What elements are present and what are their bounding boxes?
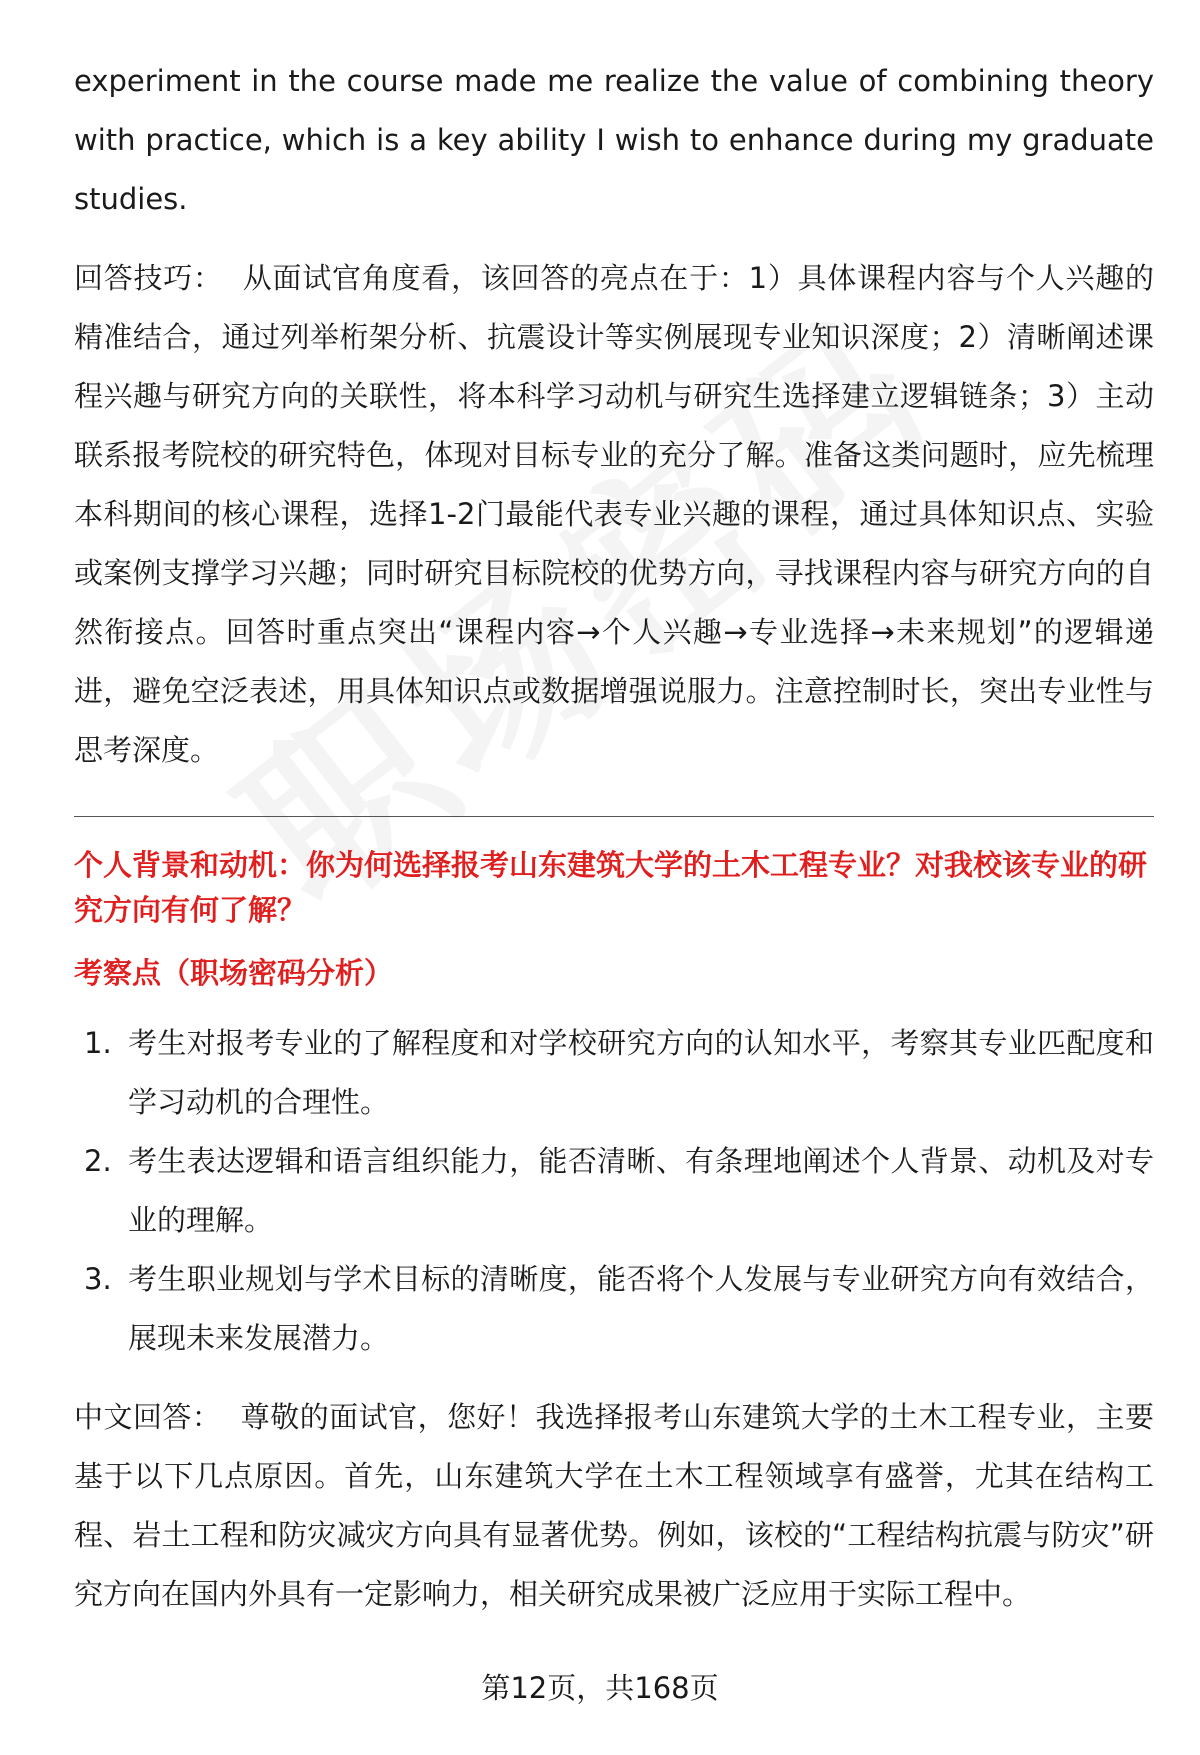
chinese-answer-paragraph — [74, 1388, 1154, 1624]
answer-tips-paragraph — [74, 249, 1154, 780]
tip-text: 从面试官角度看，该回答的亮点在于：1）具体课程内容与个人兴趣的精准结合，通过列举桁架分析、抗震设计等实例展现专业知识深度；2）清晰阐述课程兴趣与研究方向的关联性，将本科学习动机与研究生选择建立逻辑链条；3）主动联系报考院校的研究特色，体现对目标专业的充分了解。准备这类问题时，应先梳理本科期间的核心课程，选择1-2门最能代表专业兴趣的课程，通过具体知识点、实验或案例支撑学习兴趣；同时研究目标院校的优势方向，寻找课程内容与研究方向的自然衔接点。回答时重点突出“课程内容→个人兴趣→专业选择→未来规划”的逻辑递进，避免空泛表述，用具体知识点或数据增强说服力。注意控制时长，突出专业性与思考深度。 — [74, 261, 1154, 767]
page-content — [74, 52, 1154, 1624]
tip-label: 回答技巧： — [74, 261, 223, 295]
english-answer-paragraph: experiment in the course made me realize the value of combining theory with practice, which is a key ability I wish to enhance during my graduate studies. — [74, 64, 1154, 216]
list-item-number: 3. — [84, 1262, 112, 1296]
answer-label: 中文回答： — [74, 1400, 222, 1434]
page-number-footer: 第12页，共168页 — [481, 1671, 719, 1705]
assessment-points-list — [74, 1014, 1154, 1368]
list-item-text: 考生职业规划与学术目标的清晰度，能否将个人发展与专业研究方向有效结合，展现未来发展潜力。 — [128, 1262, 1154, 1355]
list-item-number: 2. — [84, 1144, 112, 1178]
question-title: 个人背景和动机：你为何选择报考山东建筑大学的土木工程专业？对我校该专业的研究方向有何了解？ — [74, 848, 1148, 927]
answer-text: 尊敬的面试官，您好！我选择报考山东建筑大学的土木工程专业，主要基于以下几点原因。首先，山东建筑大学在土木工程领域享有盛誉，尤其在结构工程、岩土工程和防灾减灾方向具有显著优势。例如，该校的“工程结构抗震与防灾”研究方向在国内外具有一定影响力，相关研究成果被广泛应用于实际工程中。 — [74, 1400, 1154, 1611]
list-item-text: 考生对报考专业的了解程度和对学校研究方向的认知水平，考察其专业匹配度和学习动机的合理性。 — [128, 1026, 1154, 1119]
assessment-points-title: 考察点（职场密码分析） — [74, 956, 394, 990]
list-item — [74, 1014, 1154, 1132]
list-item-text: 考生表达逻辑和语言组织能力，能否清晰、有条理地阐述个人背景、动机及对专业的理解。 — [128, 1144, 1154, 1237]
list-item-number: 1. — [84, 1026, 112, 1060]
list-item — [74, 1132, 1154, 1250]
section-divider — [74, 816, 1154, 817]
list-item — [74, 1250, 1154, 1368]
